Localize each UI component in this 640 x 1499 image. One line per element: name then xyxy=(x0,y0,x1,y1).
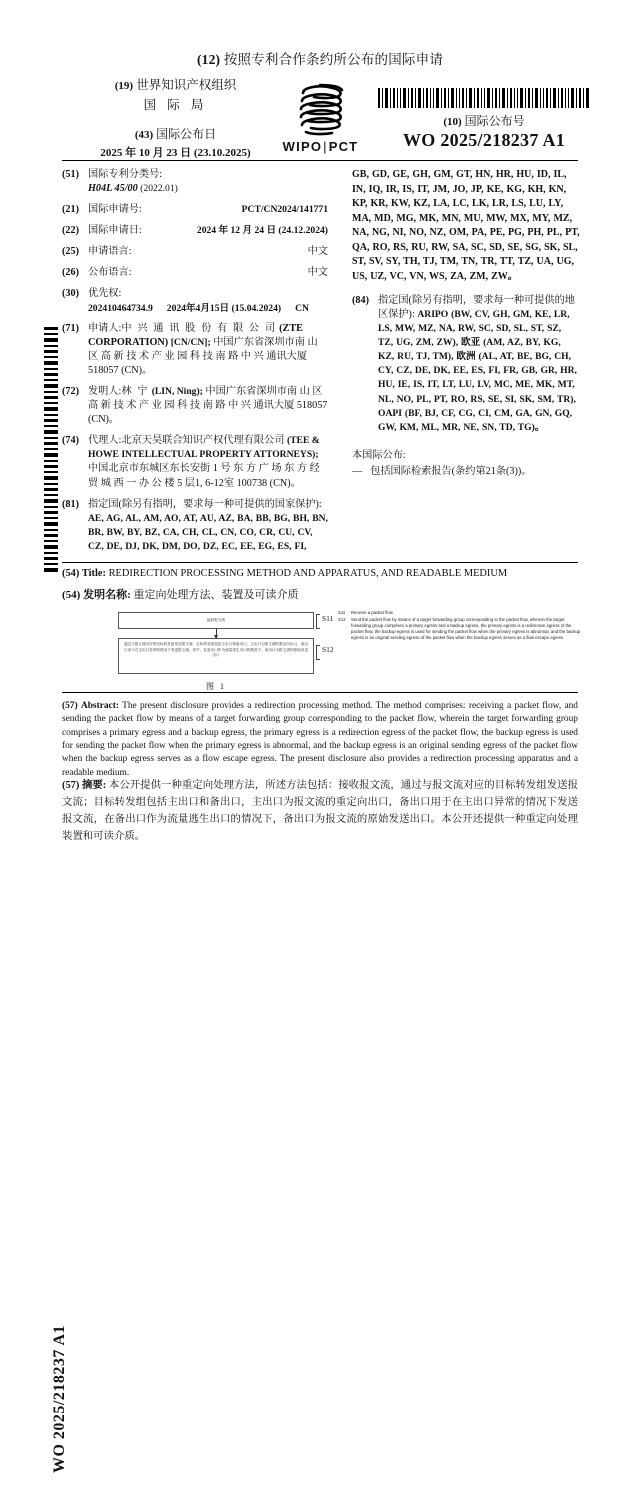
priority-application-number: 202410464734.9 xyxy=(88,302,153,314)
step-legend-label: S12 xyxy=(338,616,346,622)
publication-note-item xyxy=(352,465,580,479)
publication-date-label: 国际公布日 xyxy=(156,127,217,142)
organization-line xyxy=(88,76,263,95)
field-84-region-codes: ARIPO (BW, CV, GH, GM, KE, LR, LS, MW, MZ, NA, RW, SC, SD, SL, ST, SZ, TZ, UG, ZM, ZW), 欧亚 (AM, AZ, BY, KG, KZ, RU, TJ, TM), 欧洲 (AL, AT, BE, BG, CH, CY, CZ, DE, DK, EE, ES, FI, FR, GB, GR, HR, HU, IE, IS, IT, LT, LU, LV, MC, ME, MK, MT, NL, NO, PL, PT, RO, RS, SE, SI, SK, SM, TR), OAPI (BF, BJ, CF, CG, CI, CM, GA, GN, GQ, GW, KM, ML, MR, NE, SN, TD, TG)。 xyxy=(378,309,577,433)
abstract-chinese xyxy=(62,778,578,845)
title-english-line xyxy=(62,568,578,579)
brace-s12 xyxy=(316,645,320,660)
field-81-body xyxy=(88,498,328,554)
code-12: (12) xyxy=(196,52,221,67)
bullet-dash: — xyxy=(352,465,363,477)
code-10: (10) xyxy=(443,116,462,128)
abstract-text-en: The present disclosure provides a redirection processing method. The method comprises: receiving a packet flow, and sending the packet flow by means of a target forwarding group corresponding to the packet flow, wherein the target forwarding group comprises a primary egress and a backup egress, the primary egress is a redirection egress of the packet flow, the backup egress is used for sending the packet flow when the primary egress is abnormal, and the backup egress is an original sending egress of the packet flow when the backup egress serves as a flow escape egress. The present disclosure also provides a redirection processing apparatus and a readable medium. xyxy=(62,701,578,778)
brace-s11 xyxy=(316,614,320,629)
field-26-value: 中文 xyxy=(307,267,328,279)
barcode-top xyxy=(378,88,590,108)
pct-text: PCT xyxy=(328,139,359,154)
title-label-cn: 发明名称: xyxy=(83,589,131,601)
flowchart-box-s11 xyxy=(118,612,314,629)
flowchart-box-s12-text: 通过与报文流对应的目标转发组发送报文流；目标转发组包括主出口和备出口，主出口为报文流的重定向出口，备出口用于在主出口异常的情况下发送报文流，其中，在备出口作为流量逃生出口的情况下，备出口为报文流的原始发送出口 xyxy=(124,642,308,658)
field-21-application-number xyxy=(62,203,332,217)
applicant-name-cn: 中 兴 通 讯 股 份 有 限 公 司 xyxy=(121,322,277,334)
field-84-label: 指定国(除另有指明，要求每一种可提供的地区保护): xyxy=(378,295,575,321)
abstract-label-cn: 摘要: xyxy=(81,780,107,791)
field-71-applicant xyxy=(62,322,332,378)
inventor-name-en: (LIN, Ning); xyxy=(151,386,203,398)
inventor-address: 中国广东省深圳市南 山 区 高 新 技 术 产 业 园 科 技 南 路 中 兴 通讯大厦 518057 (CN)。 xyxy=(88,386,328,426)
field-81-country-codes: AE, AG, AL, AM, AO, AT, AU, AZ, BA, BB, BG, BH, BN, BR, BW, BY, BZ, CA, CH, CL, CN, CO, CR, CU, CV, CZ, DE, DJ, DK, DM, DO, DZ, EC, EE, EG, ES, FI, xyxy=(88,512,328,552)
field-25-filing-language xyxy=(62,245,332,259)
publication-note-text: 包括国际检索报告(条约第21条(3))。 xyxy=(370,465,532,477)
invention-title-block xyxy=(62,568,578,602)
field-30-label: 优先权: xyxy=(88,288,122,300)
publication-kind-heading xyxy=(0,48,640,68)
field-51-body xyxy=(88,168,328,196)
bibliographic-right-column xyxy=(352,168,580,486)
field-51-code: (51) xyxy=(62,169,79,180)
title-chinese-line xyxy=(62,586,578,602)
divider-top xyxy=(62,160,578,161)
agent-name-cn: 北京天昊联合知识产权代理有限公司 xyxy=(121,435,285,447)
publication-date-label-line xyxy=(88,126,263,144)
field-30-code: (30) xyxy=(62,288,79,300)
field-25-body xyxy=(88,245,328,259)
abstract-english xyxy=(62,700,578,780)
priority-country: CN xyxy=(295,302,309,314)
applicant-country-code: [CN/CN]; xyxy=(170,336,211,348)
field-22-body xyxy=(88,224,328,238)
field-26-body xyxy=(88,266,328,280)
field-22-filing-date xyxy=(62,224,332,238)
agent-address: 中国北京市东城区东长安街 1 号 东 方 广 场 东 方 经 贸 城 西 一 办 公 楼 5 层1, 6-12室 100738 (CN)。 xyxy=(88,463,320,489)
field-57-code-cn: (57) xyxy=(62,780,80,791)
title-text-en: REDIRECTION PROCESSING METHOD AND APPARATUS, AND READABLE MEDIUM xyxy=(108,568,508,579)
wipo-text: WIPO xyxy=(282,139,323,154)
field-25-label: 申请语言: xyxy=(88,246,132,258)
field-74-code: (74) xyxy=(62,435,79,447)
publication-date-value: 2025 年 10 月 23 日 (23.10.2025) xyxy=(100,147,251,159)
field-81-designated-states xyxy=(62,498,332,554)
field-72-body xyxy=(88,385,328,427)
step-legend-row xyxy=(338,617,583,642)
field-26-label: 公布语言: xyxy=(88,267,132,279)
field-81-country-codes-continued: GB, GD, GE, GH, GM, GT, HN, HR, HU, ID, IL, IN, IQ, IR, IS, IT, JM, JO, JP, KE, KG, KH, KN, KP, KR, KW, KZ, LA, LC, LK, LR, LS, LU, LY, MA, MD, MG, MK, MN, MU, MW, MX, MY, MZ, NA, NG, NI, NO, NZ, OM, PA, PE, PG, PH, PL, PT, QA, RO, RS, RU, RW, SA, SC, SD, SE, SG, SK, SL, ST, SV, SY, TH, TJ, TM, TN, TR, TT, TZ, UA, UG, US, UZ, VC, VN, WS, ZA, ZM, ZW。 xyxy=(352,169,580,282)
field-21-value: PCT/CN2024/141771 xyxy=(241,204,328,216)
field-26-publication-language xyxy=(62,266,332,280)
field-74-agent xyxy=(62,434,332,490)
organization-name: 世界知识产权组织 xyxy=(136,78,237,92)
field-30-priority-row xyxy=(88,302,332,315)
bibliographic-left-column xyxy=(62,168,332,561)
field-72-label: 发明人: xyxy=(88,386,122,398)
field-51-ipc xyxy=(62,168,332,196)
step-legend-row xyxy=(338,610,583,616)
divider-middle xyxy=(62,562,578,563)
publication-notes xyxy=(352,449,580,479)
field-71-label: 申请人: xyxy=(88,322,122,334)
field-54-code-en: (54) xyxy=(62,568,80,579)
publication-number-label-line xyxy=(378,112,590,129)
figure-tick-s12: S12 xyxy=(322,645,334,654)
field-84-designated-regions xyxy=(352,294,580,435)
field-72-inventor xyxy=(62,385,332,427)
field-25-value: 中文 xyxy=(307,246,328,258)
priority-date: 2024年4月15日 (15.04.2024) xyxy=(166,302,282,314)
barcode-side xyxy=(44,327,58,572)
field-51-version: (2022.01) xyxy=(140,183,178,195)
side-identifier-wrap xyxy=(22,690,68,1474)
field-25-code: (25) xyxy=(62,246,79,258)
field-81-code: (81) xyxy=(62,498,79,510)
field-22-label: 国际申请日: xyxy=(88,225,142,237)
field-84-code: (84) xyxy=(352,295,369,306)
abstract-label-en: Abstract: xyxy=(80,701,119,711)
field-30-priority xyxy=(62,287,332,314)
inventor-name-cn: 林 宁 xyxy=(121,386,150,398)
field-21-label: 国际申请号: xyxy=(88,204,142,216)
step-legend-text: Send the packet flow by means of a target forwarding group corresponding to the packet flow, wherein the target forwarding group comprises a primary egress and a backup egress, the primary egress is a redirection egress of the packet flow, the backup egress is used for sending the packet flow when the primary egress is abnormal, and the backup egress is an original sending egress of the packet flow when the backup egress serves as a flow escape egress xyxy=(351,616,581,641)
publication-number-label: 国际公布号 xyxy=(464,114,525,128)
figure-1 xyxy=(118,612,314,692)
field-72-code: (72) xyxy=(62,386,79,398)
field-54-code-cn: (54) xyxy=(62,589,81,601)
publication-number-block xyxy=(378,112,590,151)
applicant-name-en: (ZTE CORPORATION) xyxy=(88,322,303,348)
field-26-code: (26) xyxy=(62,267,79,279)
field-51-label: 国际专利分类号: xyxy=(88,169,163,180)
side-publication-number: WO 2025/218237 A1 xyxy=(51,1324,68,1474)
field-74-label: 代理人: xyxy=(88,435,122,447)
publication-number-value: WO 2025/218237 A1 xyxy=(402,130,566,150)
field-84-body xyxy=(378,294,578,435)
field-71-body xyxy=(88,322,328,378)
figure-caption: 图 1 xyxy=(206,682,226,691)
code-43: (43) xyxy=(134,129,154,142)
step-legend-text: Receive a packet flow xyxy=(351,610,393,615)
heading-12-text: 按照专利合作条约所公布的国际申请 xyxy=(223,52,444,67)
field-51-value: H04L 45/00 xyxy=(88,183,138,195)
flowchart-arrow xyxy=(216,629,217,638)
agent-name-en: (TEE & HOWE INTELLECTUAL PROPERTY ATTORNEYS); xyxy=(88,435,320,461)
field-57-code-en: (57) xyxy=(62,701,78,711)
figure-step-legend xyxy=(338,610,583,642)
code-19: (19) xyxy=(114,80,134,92)
wipo-emblem-icon xyxy=(290,82,352,137)
flowchart-box-s11-text: 接收报文流 xyxy=(207,617,225,622)
divider-bottom xyxy=(62,692,578,693)
wipo-separator: | xyxy=(323,139,328,154)
title-label-en: Title: xyxy=(81,568,106,579)
applicant-address: 中国广东省深圳市南 山 区 高 新 技 术 产 业 园 科 技 南 路 中 兴 通讯大厦 518057 (CN)。 xyxy=(88,336,318,377)
field-71-code: (71) xyxy=(62,322,79,334)
field-22-code: (22) xyxy=(62,225,79,237)
wipo-wordmark xyxy=(268,139,373,154)
wipo-logo xyxy=(268,82,373,154)
field-74-body xyxy=(88,434,328,490)
title-text-cn: 重定向处理方法、装置及可读介质 xyxy=(133,589,299,601)
international-bureau: 国 际 局 xyxy=(143,97,208,112)
abstract-text-cn: 本公开提供一种重定向处理方法，所述方法包括：接收报文流，通过与报文流对应的目标转发组发送报文流；目标转发组包括主出口和备出口，主出口为报文流的重定向出口，备出口用于在主出口异常的情况下发送报文流，在备出口作为流量逃生出口的情况下，备出口为报文流的原始发送出口。本公开还提供一种重定向处理装置和可读介质。 xyxy=(62,780,578,842)
field-21-body xyxy=(88,203,328,217)
publication-notes-heading: 本国际公布: xyxy=(352,449,406,461)
field-81-label: 指定国(除另有指明，要求每一种可提供的国家保护): xyxy=(88,498,322,510)
field-22-value: 2024 年 12 月 24 日 (24.12.2024) xyxy=(196,225,328,237)
figure-tick-s11: S11 xyxy=(322,614,334,623)
issuing-office-block xyxy=(88,76,263,162)
step-legend-label: S11 xyxy=(338,610,346,615)
field-21-code: (21) xyxy=(62,204,79,216)
flowchart-box-s12 xyxy=(118,638,314,674)
